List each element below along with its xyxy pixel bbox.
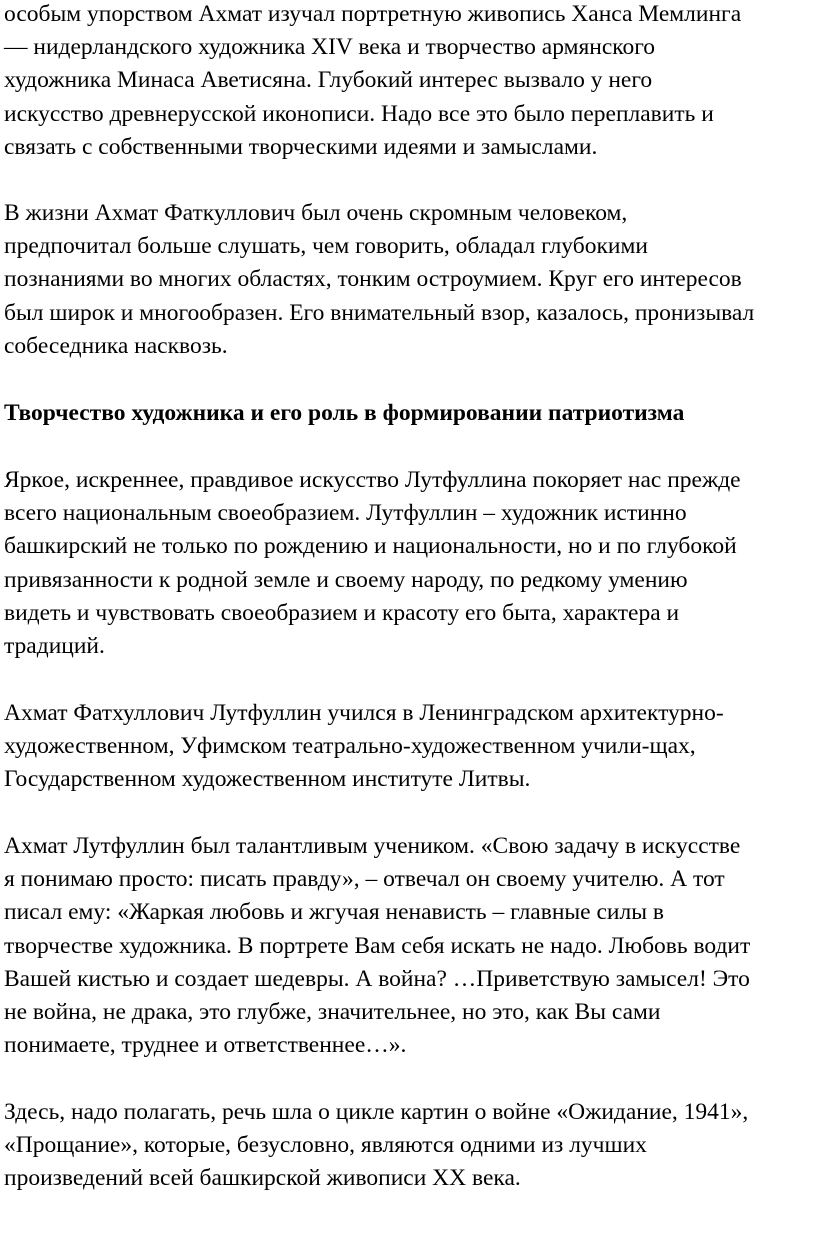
heading-line: Творчество художника и его роль в формировании патриотизма <box>4 400 685 426</box>
text-line: произведений всей башкирской живописи XX века. <box>4 1165 521 1192</box>
text-line: привязанности к родной земле и своему народу, по редкому умению <box>4 566 688 593</box>
text-line: особым упорством Ахмат изучал портретную живопись Ханса Мемлинга <box>4 1 742 27</box>
text-line: искусство древнерусской иконописи. Надо все это было переплавить и <box>4 100 714 127</box>
text-line: не война, не драка, это глубже, значительнее, но это, как Вы сами <box>4 998 661 1025</box>
text-line: В жизни Ахмат Фаткуллович был очень скромным человеком, <box>4 200 628 226</box>
paragraph-teacher-letter <box>4 830 814 1062</box>
text-line: башкирский не только по рождению и национальности, но и по глубокой <box>4 533 737 560</box>
paragraph-memling <box>4 0 814 164</box>
section-heading <box>4 397 814 430</box>
text-line: познаниями во многих областях, тонким остроумием. Круг его интересов <box>4 266 742 293</box>
text-line: художника Минаса Аветисяна. Глубокий интерес вызвало у него <box>4 67 653 94</box>
text-line: художественном, Уфимском театрально-художественном учили-щах, <box>4 733 696 760</box>
text-line: понимаете, труднее и ответственнее…». <box>4 1032 407 1059</box>
text-line: Ахмат Фатхуллович Лутфуллин учился в Ленинградском архитектурно- <box>4 700 724 726</box>
paragraph-personality <box>4 197 814 363</box>
text-line: Здесь, надо полагать, речь шла о цикле картин о войне «Ожидание, 1941», <box>4 1099 749 1125</box>
text-line: я понимаю просто: писать правду», – отвечал он своему учителю. А тот <box>4 866 725 893</box>
text-line: традиций. <box>4 632 105 659</box>
text-line: писал ему: «Жаркая любовь и жгучая ненависть – главные силы в <box>4 899 664 926</box>
text-line: — нидерландского художника XIV века и творчество армянского <box>4 34 656 61</box>
text-line: творчестве художника. В портрете Вам себя искать не надо. Любовь водит <box>4 932 751 959</box>
paragraph-war-paintings <box>4 1096 814 1196</box>
text-line: предпочитал больше слушать, чем говорить, обладал глубокими <box>4 233 648 260</box>
text-line: Ахмат Лутфуллин был талантливым учеником. «Свою задачу в искусстве <box>4 833 741 859</box>
text-line: видеть и чувствовать своеобразием и красоту его быта, характера и <box>4 599 680 626</box>
text-line: «Прощание», которые, безусловно, являются одними из лучших <box>4 1132 647 1159</box>
paragraph-education <box>4 697 814 797</box>
text-line: Вашей кистью и создает шедевры. А война? …Приветствую замысел! Это <box>4 965 750 992</box>
text-line: всего национальным своеобразием. Лутфуллин – художник истинно <box>4 500 687 527</box>
text-line: связать с собственными творческими идеями и замыслами. <box>4 133 598 160</box>
text-line: Яркое, искреннее, правдивое искусство Лутфуллина покоряет нас прежде <box>4 467 741 493</box>
text-line: собеседника насквозь. <box>4 332 228 359</box>
paragraph-national-identity <box>4 464 814 663</box>
text-line: был широк и многообразен. Его внимательный взор, казалось, пронизывал <box>4 299 755 326</box>
text-line: Государственном художественном институте Литвы. <box>4 766 531 793</box>
